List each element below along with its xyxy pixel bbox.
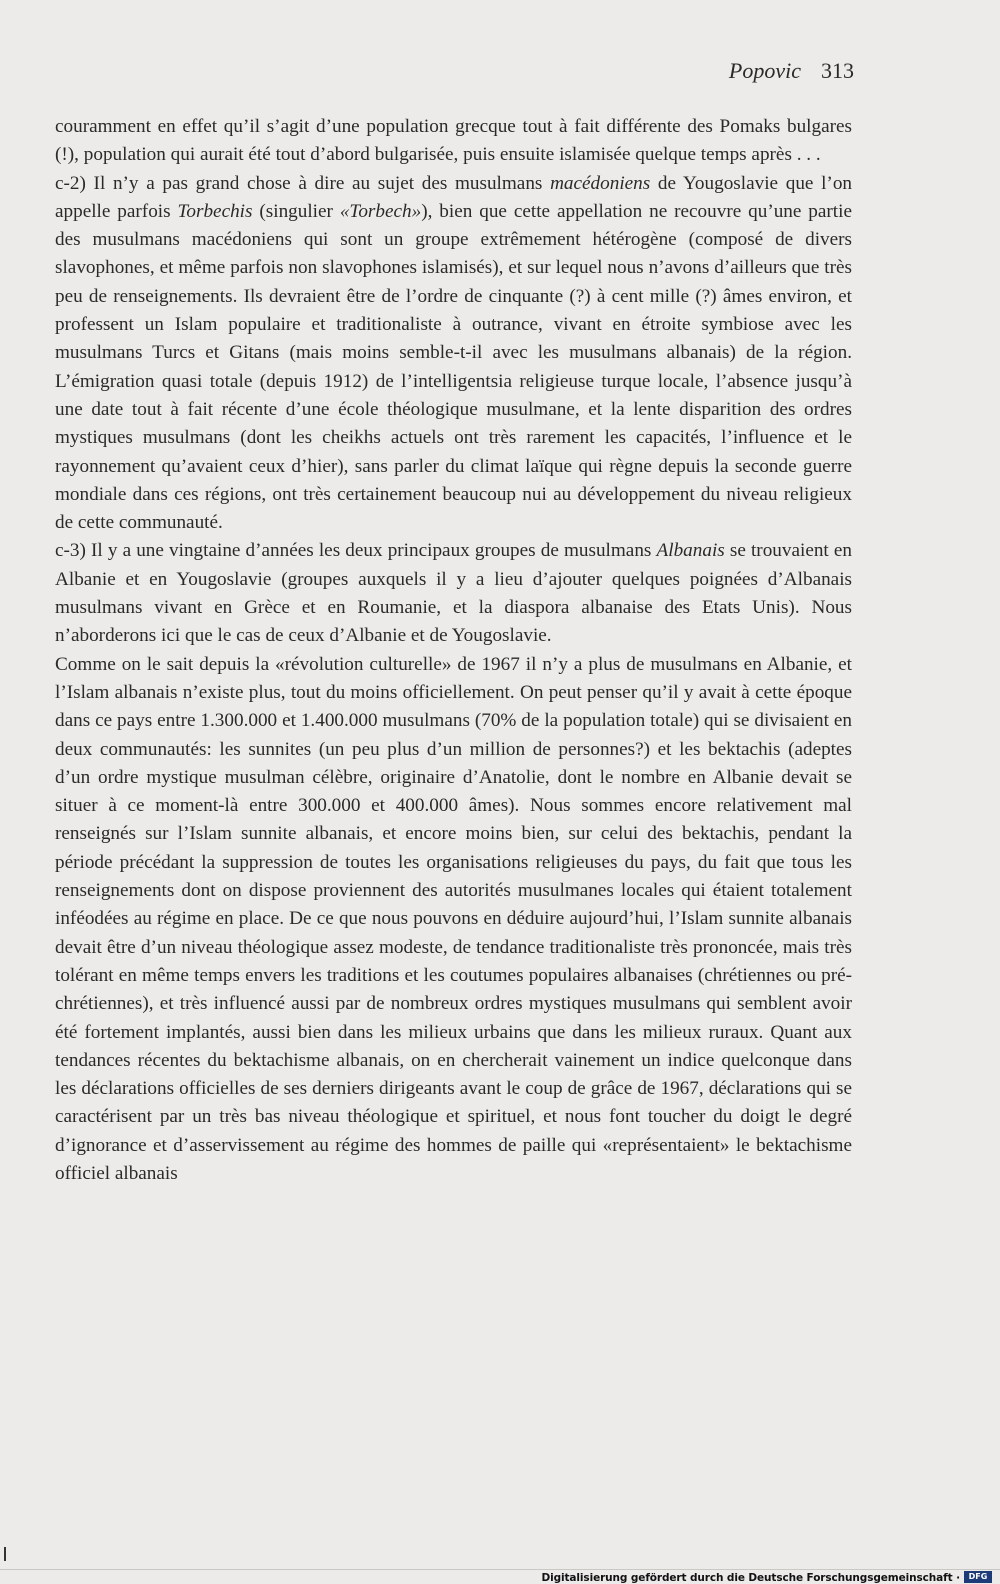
paragraph-c2-part-d: ), bien que cette appellation ne recouvre qu’une partie des musulmans macédoniens qui sont un groupe extrêmement hétérogène (composé de divers slavophones, et même parfois non slavophones islamisés), et sur lequel nous n’avons d’ailleurs que très peu de renseignements. Ils devraient être de l’ordre de cinquante (?) à cent mille (?) âmes environ, et professent un Islam populaire et traditionaliste à outrance, vivant en étroite symbiose avec les musulmans Turcs et Gitans (mais moins semble-t-il avec les musulmans albanais) de la région. L’émigration quasi totale (depuis 1912) de l’intelligentsia religieuse turque locale, l’absence jusqu’à une date tout à fait récente d’une école théologique musulmane, et la lente disparition des ordres mystiques musulmans (dont les cheikhs actuels ont très rarement les capacités, l’influence et le rayonnement qu’avaient ceux d’hier), sans parler du climat laïque qui règne depuis la seconde guerre mondiale dans ces régions, ont très certainement beaucoup nui au développement du niveau religieux de cette communauté.: [55, 200, 852, 534]
paragraph-c3-part-a: c-3) Il y a une vingtaine d’années les deux principaux groupes de musulmans: [55, 540, 657, 562]
paragraph-c2-part-a: c-2) Il n’y a pas grand chose à dire au sujet des musulmans: [55, 172, 551, 194]
paragraph-c2: [55, 170, 852, 538]
page-number: 313: [821, 58, 854, 83]
digitization-footer: [0, 1547, 1000, 1584]
body-text: [55, 113, 852, 1188]
running-header: [729, 58, 854, 84]
dfg-credit: Digitalisierung gefördert durch die Deutsche Forschungsgemeinschaft ·: [541, 1572, 960, 1584]
paragraph-c2-part-c: (singulier: [252, 200, 340, 222]
paragraph-1: couramment en effet qu’il s’agit d’une population grecque tout à fait différente des Pomaks bulgares (!), population qui aurait été tout d’abord bulgarisée, puis ensuite islamisée quelque temps après . . .: [55, 116, 852, 166]
paragraph-c2-part-b: de Yougoslavie que l’on appelle parfois: [55, 172, 853, 222]
dfg-logo: DFG: [964, 1571, 992, 1583]
term-torbech: «Torbech»: [339, 200, 422, 222]
paragraph-c3: [55, 537, 852, 650]
term-macedoniens: macédoniens: [550, 172, 651, 194]
term-albanais: Albanais: [656, 540, 725, 562]
term-torbechis: Torbechis: [177, 200, 253, 222]
footer-divider: [0, 1569, 1000, 1570]
running-header-author: Popovic: [728, 58, 801, 83]
scan-edge-mark: [4, 1547, 6, 1561]
paragraph-c3-part-b: se trouvaient en Albanie et en Yougoslavie (groupes auxquels il y a lieu d’ajouter quelques poignées d’Albanais musulmans vivant en Grèce et en Roumanie, et la diaspora albanaise des Etats Unis). Nous n’aborderons ici que le cas de ceux d’Albanie et de Yougoslavie.: [55, 540, 852, 647]
paragraph-albania: Comme on le sait depuis la «révolution culturelle» de 1967 il n’y a plus de musulmans en Albanie, et l’Islam albanais n’existe plus, tout du moins officiellement. On peut penser qu’il y avait à cette époque dans ce pays entre 1.300.000 et 1.400.000 musulmans (70% de la population totale) qui se divisaient en deux communautés: les sunnites (un peu plus d’un million de personnes?) et les bektachis (adeptes d’un ordre mystique musulman célèbre, originaire d’Anatolie, dont le nombre en Albanie devait se situer à ce moment-là entre 300.000 et 400.000 âmes). Nous sommes encore relativement mal renseignés sur l’Islam sunnite albanais, et encore moins bien, sur celui des bektachis, pendant la période précédant la suppression de toutes les organisations religieuses du pays, du fait que tous les renseignements dont on dispose proviennent des autorités musulmanes locales qui étaient totalement inféodées au régime en place. De ce que nous pouvons en déduire aujourd’hui, l’Islam sunnite albanais devait être d’un niveau théologique assez modeste, de tendance traditionaliste très prononcée, mais très tolérant en même temps envers les traditions et les coutumes populaires albanaises (chrétiennes ou pré-chrétiennes), et très influencé aussi par de nombreux ordres mystiques musulmans qui semblent avoir été fortement implantés, aussi bien dans les milieux urbains que dans les milieux ruraux. Quant aux tendances récentes du bektachisme albanais, on en chercherait vainement un indice quelconque dans les déclarations officielles de ses derniers dirigeants avant le coup de grâce de 1967, déclarations qui se caractérisent par un très bas niveau théologique et spirituel, et nous font toucher du doigt le degré d’ignorance et d’asservissement au régime des hommes de paille qui «représentaient» le bektachisme officiel albanais: [55, 653, 852, 1184]
